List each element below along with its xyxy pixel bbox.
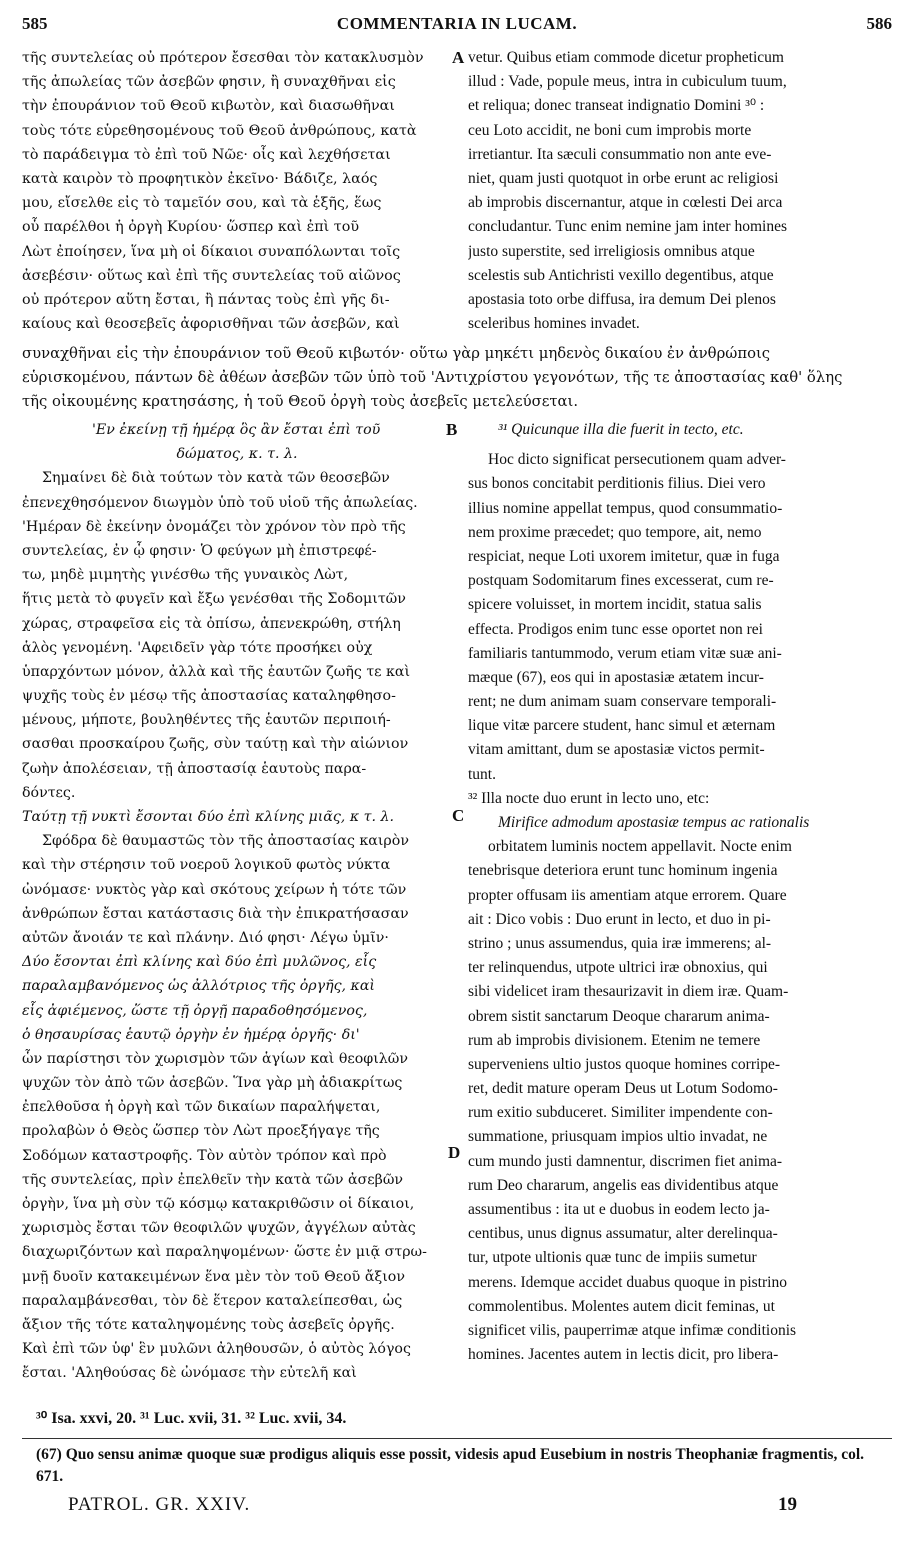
running-head	[22, 14, 892, 40]
latin-line: summatione, priusquam impios ultio invadat, ne	[468, 1128, 768, 1146]
latin-line: familiaris tantummodo, verum etiam vitæ suæ ani-	[468, 644, 782, 662]
latin-line: ³² Illa nocte duo erunt in lecto uno, etc:	[468, 789, 710, 807]
greek-line: τῆς συντελείας οὐ πρότερον ἔσεσθαι τὸν κατακλυσμὸν	[22, 50, 424, 66]
latin-line: scelestis sub Antichristi vexillo degentibus, atque	[468, 266, 774, 284]
greek-column-top	[22, 46, 452, 336]
latin-line: ceu Loto accidit, ne boni cum improbis morte	[468, 121, 752, 139]
greek-line: εἷς ἀφιέμενος, ὥστε τῇ ὀργῇ παραδοθησόμενος,	[22, 1002, 368, 1019]
greek-line: τὴν ἐπουράνιον τοῦ Θεοῦ κιβωτὸν, καὶ διασωθῆναι	[22, 98, 395, 115]
latin-line: sibi videlicet iram thesaurizavit in diem iræ. Quam-	[468, 983, 789, 1001]
section-marker-b: B	[446, 420, 458, 439]
verse-heading: δώματος, κ. τ. λ.	[176, 446, 298, 463]
greek-line: ψυχῆς τοὺς ἐν μέσῳ τῆς ἀποστασίας καταληφθησο-	[22, 688, 396, 705]
latin-line: ter relinquendus, utpote ultrici iræ obnoxius, qui	[468, 959, 768, 977]
greek-line: Σημαίνει δὲ διὰ τούτων τὸν κατὰ τῶν θεοσεβῶν	[42, 470, 390, 487]
latin-column-lower	[468, 418, 892, 1392]
greek-line: καίους καὶ θεοσεβεῖς ἀφορισθῆναι τῶν ἀσεβῶν, καὶ	[22, 316, 400, 333]
latin-line: ab improbis discernantur, atque in cœlesti Dei arca	[468, 194, 783, 212]
page-number-left: 585	[22, 14, 48, 33]
latin-line	[468, 1367, 892, 1391]
greek-line: προλαβὼν ὁ Θεὸς ὥσπερ τὸν Λὼτ προεξήγαγε τῆς	[22, 1123, 380, 1140]
latin-line: spicere voluisset, in mortem incidit, statua salis	[468, 596, 762, 614]
latin-line: ait : Dico vobis : Duo erunt in lecto, et duo in pi-	[468, 910, 771, 928]
greek-line: ἄξιον τῆς τότε καταληψομένης τοὺς ἀσεβεῖς ὀργῆς.	[22, 1316, 395, 1333]
latin-line: effecta. Prodigos enim tunc esse oportet non rei	[468, 620, 763, 638]
greek-line: χωρισμὸς ἔσται τῶν θεοφιλῶν ψυχῶν, ἀγγέλων αὐτὰς	[22, 1220, 416, 1237]
greek-line: τῆς ἀπωλείας τῶν ἀσεβῶν φησιν, ἢ συναχθῆναι εἰς	[22, 74, 396, 91]
greek-line: ἀσεβέσιν· οὕτως καὶ ἐπὶ τῆς συντελείας τοῦ αἰῶνος	[22, 267, 401, 284]
latin-line: niet, quam justi quotquot in orbe erunt ac religiosi	[468, 169, 779, 187]
greek-line: ὧν παρίστησι τὸν χωρισμὸν τῶν ἁγίων καὶ θεοφιλῶν	[22, 1050, 408, 1067]
footer-signature: 19	[778, 1494, 797, 1515]
latin-line: merens. Idemque accidet duabus quoque in pistrino	[468, 1273, 787, 1291]
section-marker-d: D	[448, 1143, 461, 1162]
greek-line: τω, μηδὲ μιμητὴς γινέσθω τῆς γυναικὸς Λὼτ,	[22, 567, 349, 584]
latin-line: sceleribus homines invadet.	[468, 315, 640, 333]
latin-line: superveniens ultio justos quoque homines corripe-	[468, 1055, 781, 1073]
latin-line: rum exitio subduceret. Similiter impendente con-	[468, 1104, 773, 1122]
spanning-line: εὑρισκομένου, πάντων δὲ ἀθέων ἀσεβῶν τῶν ὑπὸ τοῦ 'Αντιχρίστου γεγονότων, τῆς τε ἀποστασίας καθ' ὅλης	[22, 369, 843, 386]
greek-line: κατὰ καιρὸν τὸ προφητικὸν ἐκεῖνο· Βάδιζε, λαός	[22, 170, 378, 187]
running-title: COMMENTARIA IN LUCAM.	[336, 14, 578, 33]
section-marker-c: C	[452, 806, 465, 825]
latin-line: mæque (67), eos qui in apostasiæ ætatem incur-	[468, 668, 764, 686]
greek-line: μνῇ δυοῖν κατακειμένων ἕνα μὲν τὸν τοῦ Θεοῦ ἄξιον	[22, 1268, 405, 1285]
greek-line: ἐπενεχθησόμενον διωγμὸν ὑπὸ τοῦ υἱοῦ τῆς ἀπωλείας.	[22, 494, 418, 511]
greek-line: διαχωριζόντων καὶ παραληψομένων· ὥστε ἐν μιᾷ στρω-	[22, 1244, 427, 1261]
greek-line: μένους, μήποτε, βουληθέντες τῆς ἑαυτῶν περιποιή-	[22, 712, 391, 729]
greek-line: ἁλὸς γενομένη. 'Αφειδεῖν γὰρ τότε προσήκει οὐχ	[22, 639, 373, 656]
greek-line: ἥτις μετὰ τὸ φυγεῖν καὶ ἔξω γενέσθαι τῆς Σοδομιτῶν	[22, 591, 406, 608]
latin-line: centibus, unus dignus assumatur, alter derelinqua-	[468, 1225, 778, 1243]
latin-column-top	[468, 46, 892, 336]
latin-line: rent; ne dum animam suam conservare temporali-	[468, 693, 777, 711]
latin-line: commolentibus. Molentes autem dicit feminas, ut	[468, 1297, 775, 1315]
greek-line: ἐπελθοῦσα ἡ ὀργὴ καὶ τῶν δικαίων παραλήψεται,	[22, 1099, 381, 1116]
greek-line: ἔσται. 'Αληθούσας δὲ ὠνόμασε τὴν εὐτελῆ καὶ	[22, 1365, 357, 1382]
greek-line: Σοδόμων καταστροφῆς. Τὸν αὐτὸν τρόπον καὶ πρὸ	[22, 1147, 387, 1164]
greek-line: Καὶ ἐπὶ τῶν ὑφ' ἓν μυλῶνι ἀληθουσῶν, ὁ αὐτὸς λόγος	[22, 1341, 411, 1358]
section-marker-a: A	[452, 48, 465, 67]
footnote-67: (67) Quo sensu animæ quoque suæ prodigus aliquis esse possit, videsis apud Eusebium in nostris Theophaniæ fragmentis, col. 671.	[36, 1446, 865, 1485]
latin-line: irretiantur. Ita sæculi consummatio non ante eve-	[468, 145, 772, 163]
greek-line: ὑπαρχόντων μόνον, ἀλλὰ καὶ τῆς ἑαυτῶν ζωῆς τε καὶ	[22, 663, 411, 680]
greek-line: τῆς συντελείας, πρὶν ἐπελθεῖν τὴν κατὰ τῶν ἀσεβῶν	[22, 1171, 404, 1188]
latin-line: significet vilis, pauperrimæ atque infimæ conditionis	[468, 1321, 797, 1339]
latin-line: ret, dedit mature operam Deus ut Lotum Sodomo-	[468, 1080, 778, 1098]
spanning-line: τῆς οἰκουμένης κρατησάσης, ἡ τοῦ Θεοῦ ὀργὴ τοὺς ἀσεβεῖς μετελεύσεται.	[22, 393, 579, 410]
footnote-divider	[22, 1438, 892, 1439]
greek-line: ἀνθρώπων ἔσται κατάστασις διὰ τὴν ἐπικρατήσασαν	[22, 905, 409, 922]
latin-line: nem proxime præcedet; quo tempore, ait, nemo	[468, 523, 762, 541]
latin-line: lique vitæ parcere student, hanc simul et æternam	[468, 717, 776, 735]
latin-line: concludantur. Tunc enim nemine jam inter homines	[468, 218, 787, 236]
latin-line: tur, utpote ultionis quæ tunc de impiis sumetur	[468, 1249, 757, 1267]
greek-line: χώρας, στραφεῖσα εἰς τὰ ὀπίσω, ἀπενεκρώθη, στήλη	[22, 615, 401, 632]
latin-line: tenebrisque deteriora erunt tunc hominum ingenia	[468, 862, 778, 880]
latin-line: rum ab improbis divisionem. Etenim ne temere	[468, 1031, 761, 1049]
latin-line: justo superstite, sed irreligiosis omnibus atque	[468, 242, 755, 260]
latin-line: illius nomine appellat tempus, quod consummatio-	[468, 499, 783, 517]
greek-line: παραλαμβάνεσθαι, τὸν δὲ ἕτερον καταλείπεσθαι, ὡς	[22, 1292, 403, 1309]
verse-heading: 'Εν ἐκείνῃ τῇ ἡμέρᾳ ὃς ἂν ἔσται ἐπὶ τοῦ	[92, 422, 381, 438]
latin-line: respiciat, neque Loti uxorem imitetur, quæ in fuga	[468, 547, 780, 565]
footer-series: PATROL. GR. XXIV.	[68, 1494, 251, 1515]
latin-line: apostasia toto orbe diffusa, ira demum Dei plenos	[468, 290, 776, 308]
greek-line: τὸ παράδειγμα τὸ ἐπὶ τοῦ Νῶε· οἷς καὶ λεχθήσεται	[22, 146, 391, 163]
greek-line: μου, εἴσελθε εἰς τὸ ταμεῖόν σου, καὶ τὰ ἑξῆς, ἕως	[22, 195, 382, 212]
spanning-line: συναχθῆναι εἰς τὴν ἐπουράνιον τοῦ Θεοῦ κιβωτόν· οὕτω γὰρ μηκέτι μηδενὸς δικαίου ἐν ἀνθρώποις	[22, 345, 771, 362]
verse-heading: Ταύτῃ τῇ νυκτὶ ἔσονται δύο ἐπὶ κλίνης μιᾶς, κ τ. λ.	[22, 809, 395, 825]
greek-line: καὶ τὴν στέρησιν τοῦ νοεροῦ λογικοῦ φωτὸς νύκτα	[22, 857, 391, 874]
greek-line: συντελείας, ἐν ᾧ φησιν· Ὁ φεύγων μὴ ἐπιστρεφέ-	[22, 542, 377, 559]
greek-line: δόντες.	[22, 784, 76, 801]
greek-line: ψυχῶν τὸν ἀπὸ τῶν ἀσεβῶν. Ἵνα γὰρ μὴ ἀδιακρίτως	[22, 1075, 403, 1092]
greek-line: Δύο ἔσονται ἐπὶ κλίνης καὶ δύο ἐπὶ μυλῶνος, εἷς	[22, 954, 377, 971]
greek-line: ὀργὴν, ἵνα μὴ σὺν τῷ κόσμῳ κατακριθῶσιν οἱ δίκαιοι,	[22, 1196, 415, 1212]
latin-line: et reliqua; donec transeat indignatio Domini ³⁰ :	[468, 97, 765, 115]
verse-heading: ³¹ Quicunque illa die fuerit in tecto, etc.	[498, 421, 744, 438]
latin-line: Hoc dicto significat persecutionem quam adver-	[488, 451, 786, 469]
latin-line: tunt.	[468, 765, 496, 783]
greek-line: Σφόδρα δὲ θαυμαστῶς τὸν τῆς ἀποστασίας καιρὸν	[42, 833, 409, 850]
page-number-right: 586	[866, 14, 892, 33]
latin-line: sus bonos concitabit perditionis filius. Diei vero	[468, 475, 766, 493]
greek-line: ὁ θησαυρίσας ἑαυτῷ ὀργὴν ἐν ἡμέρᾳ ὀργῆς· δι'	[22, 1026, 360, 1043]
greek-line: τοὺς τότε εὑρεθησομένους τοῦ Θεοῦ ἀνθρώπους, κατὰ	[22, 122, 417, 139]
greek-line: ὠνόμασε· νυκτὸς γὰρ καὶ σκότους χείρων ἡ τότε τῶν	[22, 881, 407, 898]
latin-line: illud : Vade, popule meus, intra in cubiculum tuum,	[468, 73, 787, 91]
greek-line: οὐ πρότερον αὕτη ἔσται, ἢ πάντας τοὺς ἐπὶ γῆς δι-	[22, 291, 390, 308]
latin-line: postquam Sodomitarum fines excesserat, cum re-	[468, 572, 774, 590]
scripture-references: ³⁰ Isa. xxvi, 20. ³¹ Luc. xvii, 31. ³² Luc. xvii, 34.	[36, 1410, 347, 1427]
latin-line: orbitatem luminis noctem appellavit. Nocte enim	[488, 838, 792, 856]
verse-heading: Mirifice admodum apostasiæ tempus ac rationalis	[498, 814, 810, 831]
latin-line: assumentibus : ita ut e duobus in eodem lecto ja-	[468, 1201, 770, 1218]
greek-line: οὗ παρέλθοι ἡ ὀργὴ Κυρίου· ὥσπερ καὶ ἐπὶ τοῦ	[22, 219, 360, 236]
latin-line: obrem sistit sanctarum Deoque chararum anima-	[468, 1007, 770, 1025]
greek-line: 'Ημέραν δὲ ἐκείνην ὀνομάζει τὸν χρόνον τὸν πρὸ τῆς	[22, 518, 406, 535]
latin-line: strino ; unus assumendus, quia iræ immerens; al-	[468, 934, 772, 952]
latin-line: rum Deo chararum, angelis eas dividentibus atque	[468, 1176, 779, 1194]
latin-line: vetur. Quibus etiam commode dicetur propheticum	[468, 49, 784, 66]
latin-line: vitam amittant, dum se apostasiæ victos permit-	[468, 741, 765, 759]
greek-line: παραλαμβανόμενος ὡς ἀλλότριος τῆς ὀργῆς, καὶ	[22, 978, 375, 995]
greek-line: Λὼτ ἐποίησεν, ἵνα μὴ οἱ δίκαιοι συναπόλωνται τοῖς	[22, 243, 401, 260]
latin-line: propter offusam iis amentiam atque errorem. Quare	[468, 886, 787, 904]
greek-line: αὐτῶν ἄνοιάν τε καὶ πλάνην. Διό φησι· Λέγω ὑμῖν·	[22, 929, 389, 946]
greek-line: σασθαι προσκαίρου ζωῆς, σὺν ταύτῃ καὶ τὴν αἰώνιον	[22, 736, 409, 753]
greek-line: ζωὴν ἀπολέσειαν, τῇ ἀποστασίᾳ ἑαυτοὺς παρα-	[22, 760, 367, 777]
latin-line: cum mundo justi damnentur, discrimen fiet anima-	[468, 1152, 783, 1170]
greek-column-lower	[22, 418, 452, 1386]
latin-line: homines. Jacentes autem in lectis dicit, pro libera-	[468, 1346, 779, 1364]
